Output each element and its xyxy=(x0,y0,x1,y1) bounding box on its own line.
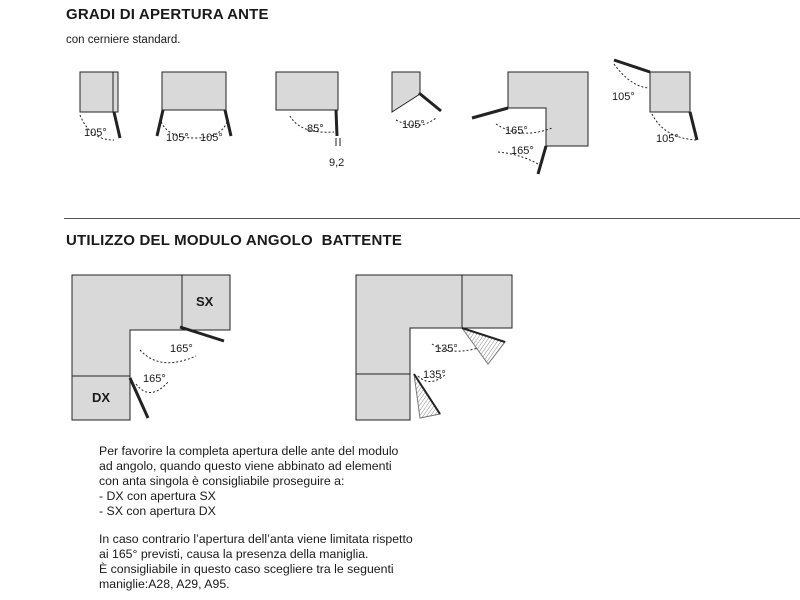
text-line: maniglie:A28, A29, A95. xyxy=(99,577,230,591)
paragraph-handles xyxy=(99,532,419,592)
sx-label: SX xyxy=(196,294,214,309)
text-line: - DX con apertura SX xyxy=(99,489,216,503)
section-subtitle-hinges: con cerniere standard. xyxy=(66,34,181,46)
text-line: con anta singola è consigliabile proseguire a: xyxy=(99,474,345,488)
section-title-corner-module: UTILIZZO DEL MODULO ANGOLO BATTENTE xyxy=(66,232,403,249)
text-line: ad angolo, quando questo viene abbinato ad elementi xyxy=(99,459,392,473)
diagram-corner-triangle-105 xyxy=(392,72,441,126)
angle-label: 85° xyxy=(307,123,324,135)
angle-label: 105° xyxy=(84,127,107,139)
text-line: ai 165° previsti, causa la presenza della maniglia. xyxy=(99,547,369,561)
paragraph-recommendation xyxy=(99,444,419,519)
angle-label: 105° xyxy=(612,91,635,103)
diagram-double-door-105 xyxy=(157,72,231,138)
dx-label: DX xyxy=(92,390,111,405)
text-line: In caso contrario l’apertura dell’anta viene limitata rispetto xyxy=(99,532,413,546)
angle-label: 105° xyxy=(166,132,189,144)
angle-label: 135° xyxy=(435,343,458,355)
text-line: Per favorire la completa apertura delle ante del modulo xyxy=(99,444,399,458)
diagram-corner-module-right xyxy=(356,275,512,420)
dimension-label: 9,2 xyxy=(329,157,345,169)
text-line: È consigliabile in questo caso scegliere tra le seguenti xyxy=(99,562,394,576)
angle-label: 135° xyxy=(423,369,446,381)
section-title-door-opening: GRADI DI APERTURA ANTE xyxy=(66,6,269,23)
diagram-l-corner-165 xyxy=(472,72,588,174)
angle-label: 165° xyxy=(170,343,193,355)
angle-label: 105° xyxy=(656,133,679,145)
angle-label: 165° xyxy=(143,373,166,385)
angle-label: 105° xyxy=(200,132,223,144)
angle-label: 165° xyxy=(511,145,534,157)
angle-label: 105° xyxy=(402,119,425,131)
angle-label: 165° xyxy=(505,125,528,137)
text-line: - SX con apertura DX xyxy=(99,504,216,518)
